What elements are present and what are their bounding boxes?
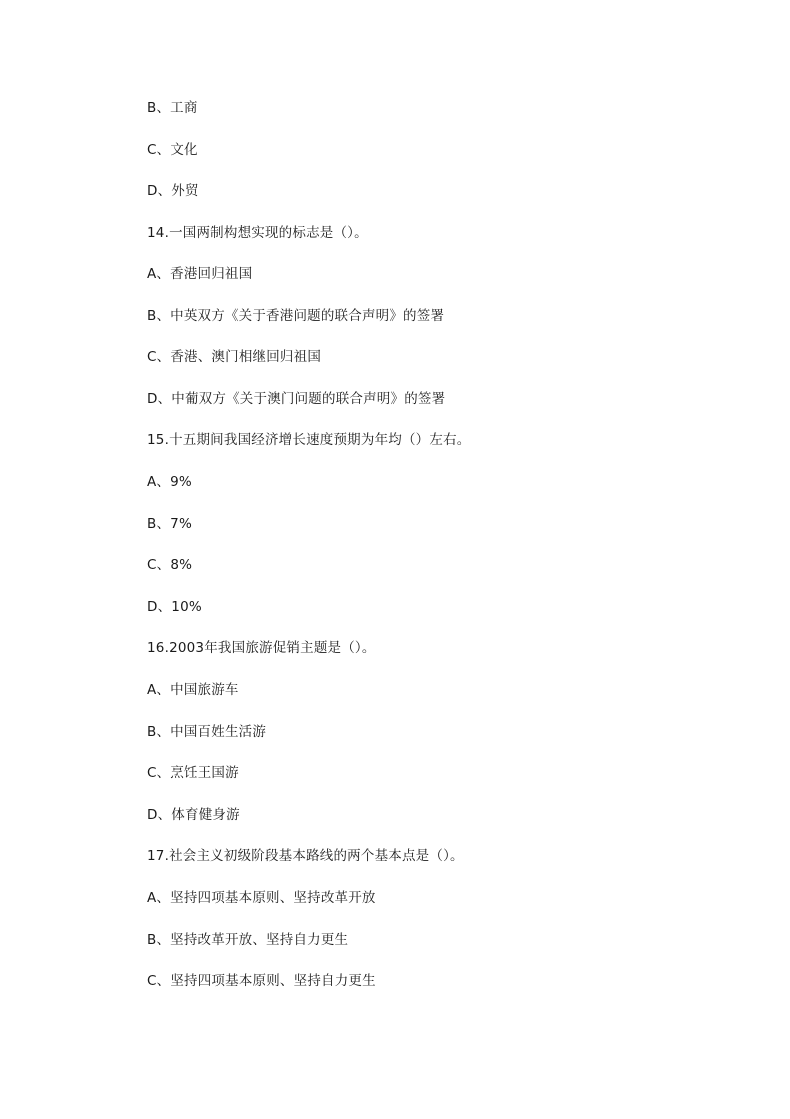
option-16-a: A、中国旅游车 xyxy=(147,682,239,698)
option-15-c: C、8% xyxy=(147,557,193,573)
option-17-c: C、坚持四项基本原则、坚持自力更生 xyxy=(147,973,376,989)
option-15-a: A、9% xyxy=(147,474,192,490)
option-13-c: C、文化 xyxy=(147,142,198,158)
option-13-b: B、工商 xyxy=(147,100,198,116)
question-17: 17.社会主义初级阶段基本路线的两个基本点是（）。 xyxy=(147,848,464,864)
option-16-d: D、体育健身游 xyxy=(147,807,240,823)
question-16: 16.2003年我国旅游促销主题是（）。 xyxy=(147,640,376,656)
option-16-b: B、中国百姓生活游 xyxy=(147,724,267,740)
option-15-b: B、7% xyxy=(147,516,192,532)
option-14-b: B、中英双方《关于香港问题的联合声明》的签署 xyxy=(147,308,445,324)
question-14: 14.一国两制构想实现的标志是（）。 xyxy=(147,225,368,241)
option-14-a: A、香港回归祖国 xyxy=(147,266,253,282)
question-15: 15.十五期间我国经济增长速度预期为年均（）左右。 xyxy=(147,432,471,448)
option-14-c: C、香港、澳门相继回归祖国 xyxy=(147,349,322,365)
option-15-d: D、10% xyxy=(147,599,202,615)
option-13-d: D、外贸 xyxy=(147,183,199,199)
option-17-a: A、坚持四项基本原则、坚持改革开放 xyxy=(147,890,376,906)
option-16-c: C、烹饪王国游 xyxy=(147,765,239,781)
option-17-b: B、坚持改革开放、坚持自力更生 xyxy=(147,932,349,948)
option-14-d: D、中葡双方《关于澳门问题的联合声明》的签署 xyxy=(147,391,446,407)
